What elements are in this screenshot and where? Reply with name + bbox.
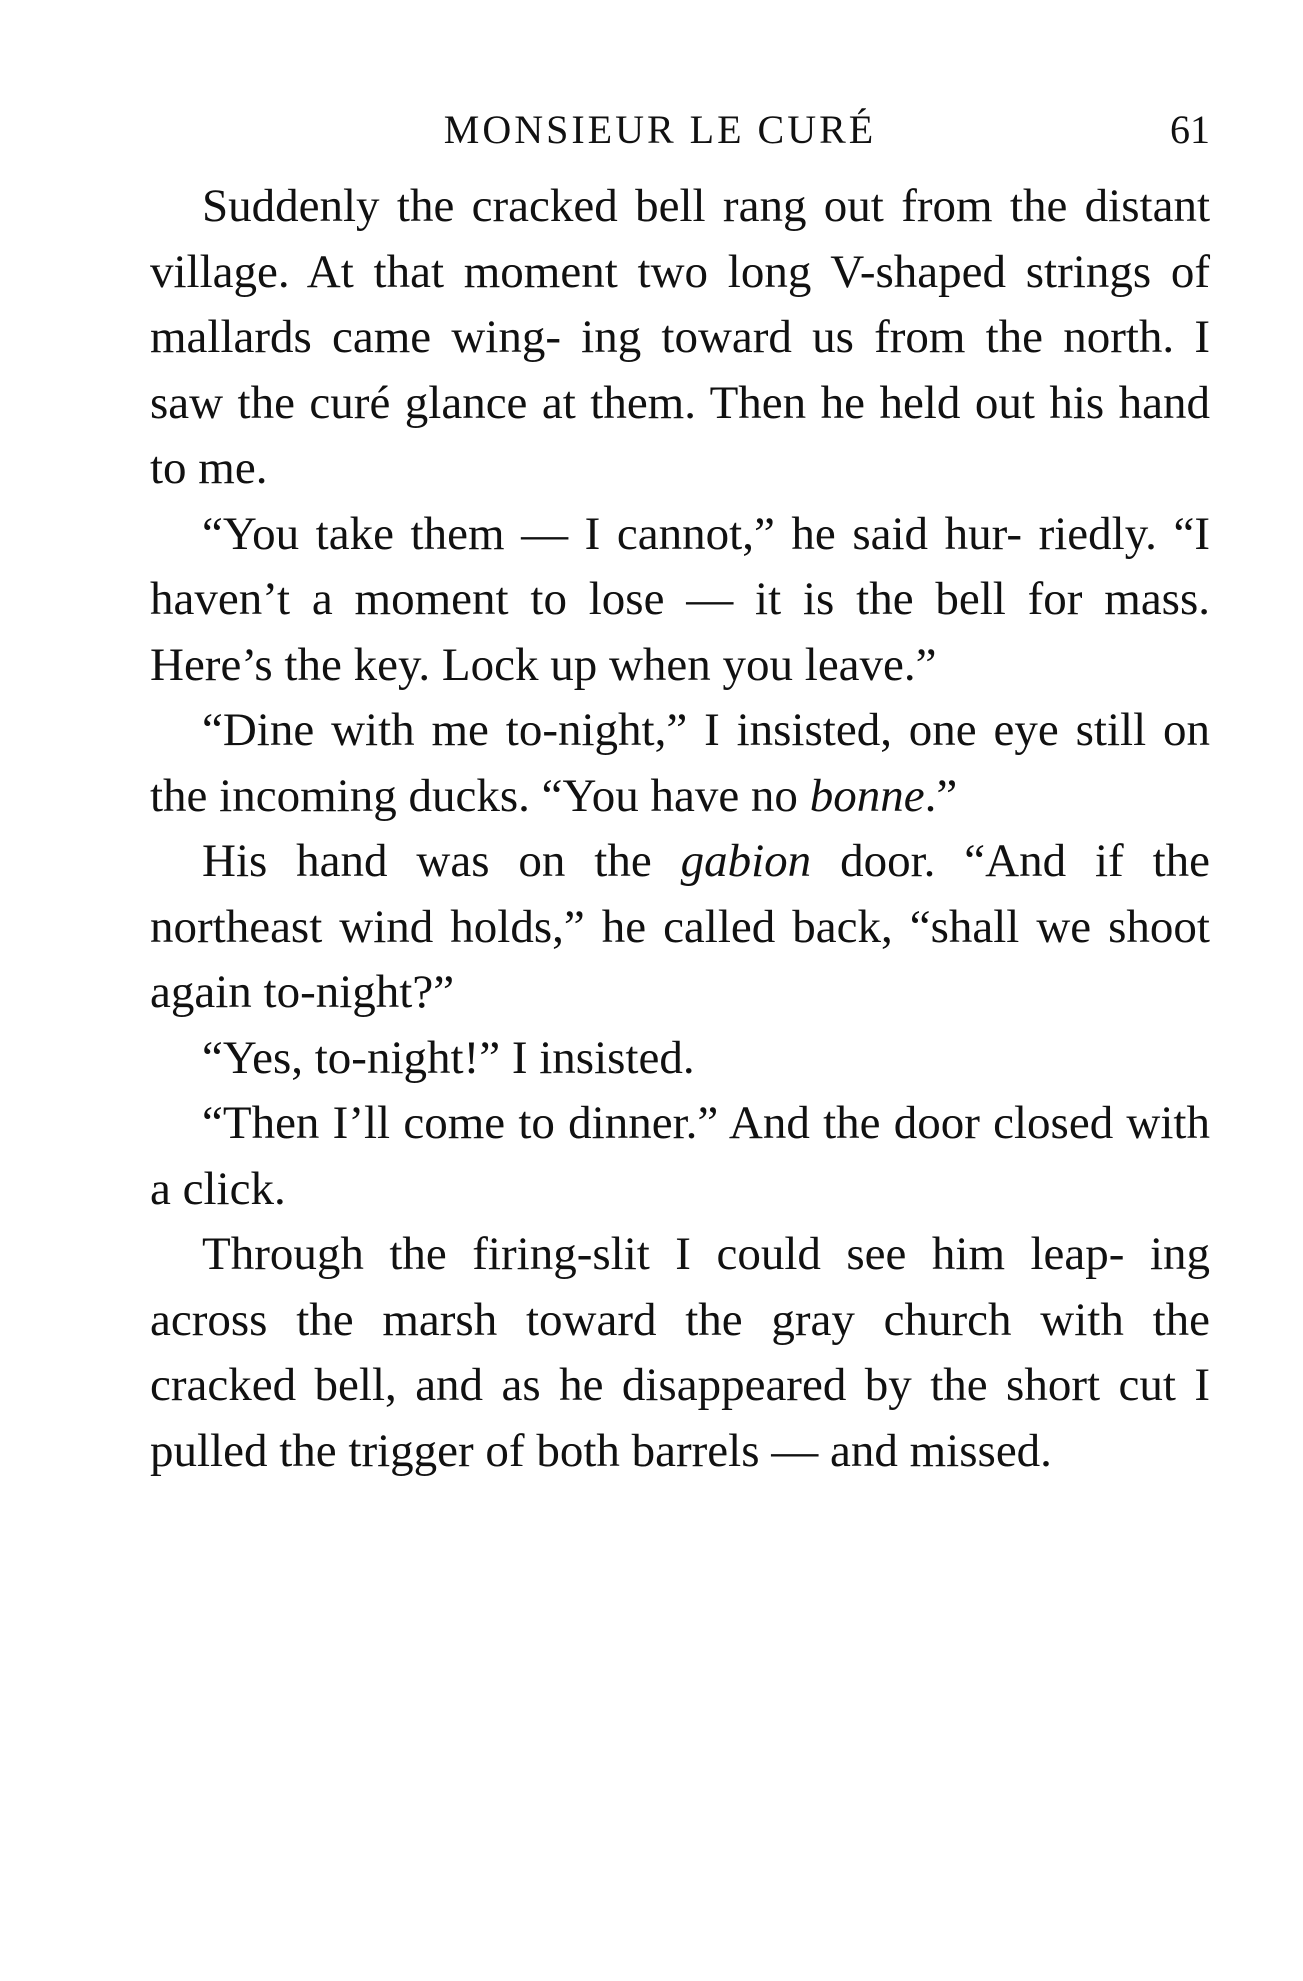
- line: the distant village. At that moment two: [150, 180, 1211, 298]
- line: ing toward us from the north. I saw the curé: [150, 311, 1210, 429]
- line: ing across the marsh toward the gray church: [150, 1228, 1210, 1346]
- paragraph: [150, 1091, 1210, 1222]
- paragraph-text: “Yes, to-night!” I insisted.: [202, 1031, 695, 1084]
- line: you leave.”: [722, 638, 937, 691]
- line: to me.: [150, 442, 268, 494]
- line: “You take them — I cannot,” he said hur-: [202, 507, 1022, 560]
- paragraph: [150, 1222, 1210, 1484]
- paragraph-text: His hand was on the: [202, 835, 681, 887]
- line: the short cut I pulled the trigger of both barrels: [150, 1359, 1211, 1477]
- line: bell for mass. Here’s the key. Lock up when: [150, 573, 1211, 691]
- paragraph-text: “Dine with me to-night,” I insisted, one eye still on the incoming ducks. “You have no: [150, 704, 1210, 822]
- line: long V-shaped strings of mallards came wing-: [150, 245, 1211, 363]
- body-text: [150, 174, 1210, 1484]
- paragraph: [150, 1026, 1210, 1092]
- line: riedly. “I haven’t a moment to lose — it is the: [150, 507, 1210, 625]
- line: — and missed.: [771, 1424, 1052, 1477]
- paragraph-text: “Then I’ll come to dinner.” And the door closed with a click.: [150, 1097, 1210, 1215]
- line: Suddenly the cracked bell rang out from: [202, 180, 993, 232]
- line: glance at them. Then he held out his hand: [404, 376, 1211, 429]
- italic-word: bonne: [809, 769, 925, 822]
- paragraph: [150, 698, 1210, 829]
- page-number: 61: [1170, 107, 1210, 152]
- running-head: MONSIEUR LE CURÉ: [443, 107, 877, 152]
- page-header: [150, 100, 1210, 160]
- paragraph-text: .”: [924, 769, 958, 822]
- line: Through the firing-slit I could see him leap-: [202, 1228, 1125, 1280]
- paragraph: [150, 829, 1210, 1026]
- line: with the cracked bell, and as he disappeared by: [150, 1293, 1210, 1411]
- paragraph: [150, 174, 1210, 502]
- paragraph-text: door. “And if the northeast wind holds,” he called back, “shall we shoot again to-night?”: [150, 835, 1210, 1018]
- italic-word: gabion: [680, 835, 812, 887]
- paragraph: [150, 502, 1210, 699]
